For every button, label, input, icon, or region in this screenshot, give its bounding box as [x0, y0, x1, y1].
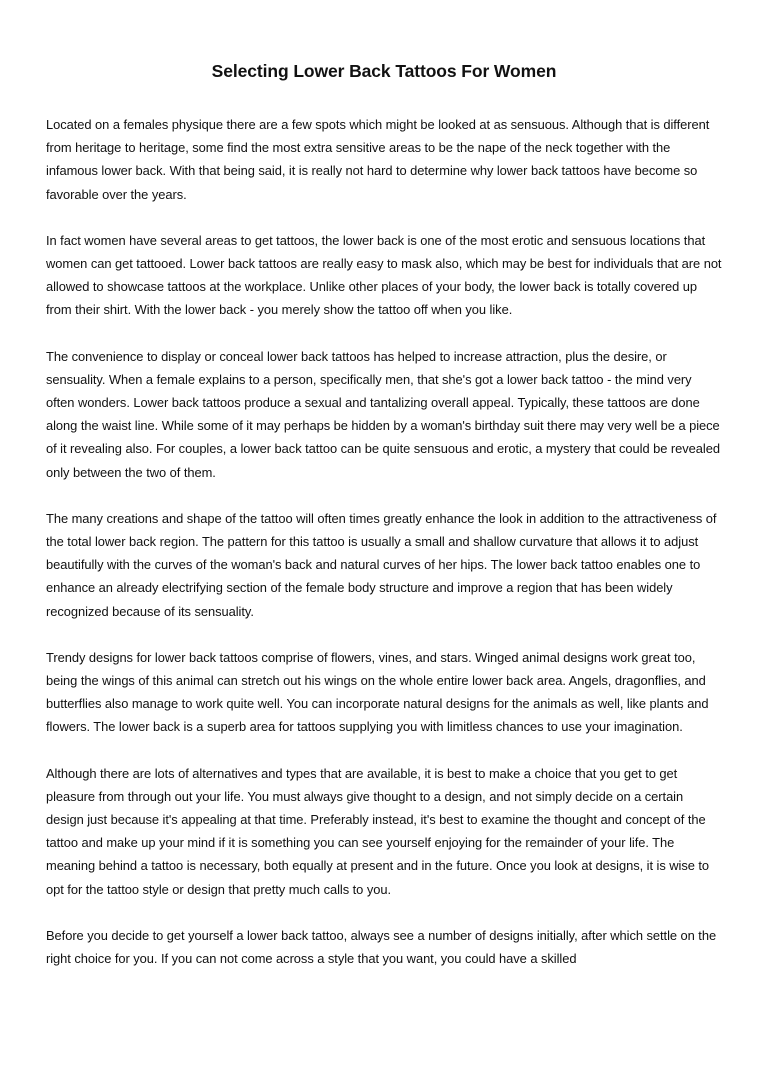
paragraph-5: Trendy designs for lower back tattoos comprise of flowers, vines, and stars. Winged animal designs work great too, being the wings of this animal can stretch out his wings on the whole entire lower back area. Angels, dragonflies, and butterflies also manage to work quite well. You can incorporate natural designs for the animals as well, like plants and flowers. The lower back is a superb area for tattoos supplying you with limitless chances to use your imagination.: [46, 649, 709, 735]
paragraph-1: Located on a females physique there are a few spots which might be looked at as sensuous. Although that is different from heritage to heritage, some find the most extra sensitive areas to be the nape of the neck together with the infamous lower back. With that being said, it is really not hard to determine why lower back tattoos have become so favorable over the years.: [46, 117, 710, 202]
paragraph-6: Although there are lots of alternatives and types that are available, it is best to make a choice that you get to get pleasure from through out your life. You must always give thought to a design, and not simply decide on a certain design just because it's appealing at that time. Preferably instead, it's best to examine the thought and concept of the tattoo and make up your mind if it is something you can see yourself enjoying for the remainder of your life. The meaning behind a tattoo is necessary, both equally at present and in the future. Once you look at designs, it is wise to opt for the tattoo style or design that pretty much calls to you.: [46, 765, 710, 897]
paragraph-3: The convenience to display or conceal lower back tattoos has helped to increase attraction, plus the desire, or sensuality. When a female explains to a person, specifically men, that she's got a lower back tattoo - the mind very often wonders. Lower back tattoos produce a sexual and tantalizing overall appeal. Typically, these tattoos are done along the waist line. While some of it may perhaps be hidden by a woman's birthday suit there may very well be a piece of it revealing also. For couples, a lower back tattoo can be quite sensuous and erotic, a mystery that could be revealed only between the two of them.: [46, 348, 720, 480]
document-title: Selecting Lower Back Tattoos For Women: [211, 61, 557, 81]
paragraph-7: Before you decide to get yourself a lower back tattoo, always see a number of designs initially, after which settle on the right choice for you. If you can not come across a style that you want, you could have a skilled: [46, 927, 717, 967]
paragraph-4: The many creations and shape of the tattoo will often times greatly enhance the look in addition to the attractiveness of the total lower back region. The pattern for this tattoo is usually a small and shallow curvature that allows it to adjust beautifully with the curves of the woman's back and natural curves of her hips. The lower back tattoo enables one to enhance an already electrifying section of the female body structure and improve a region that has been widely recognized because of its sensuality.: [46, 510, 717, 619]
paragraph-2: In fact women have several areas to get tattoos, the lower back is one of the most erotic and sensuous locations that women can get tattooed. Lower back tattoos are really easy to mask also, which may be best for individuals that are not allowed to showcase tattoos at the workplace. Unlike other places of your body, the lower back is totally covered up from their shirt. With the lower back - you merely show the tattoo off when you like.: [46, 232, 722, 318]
